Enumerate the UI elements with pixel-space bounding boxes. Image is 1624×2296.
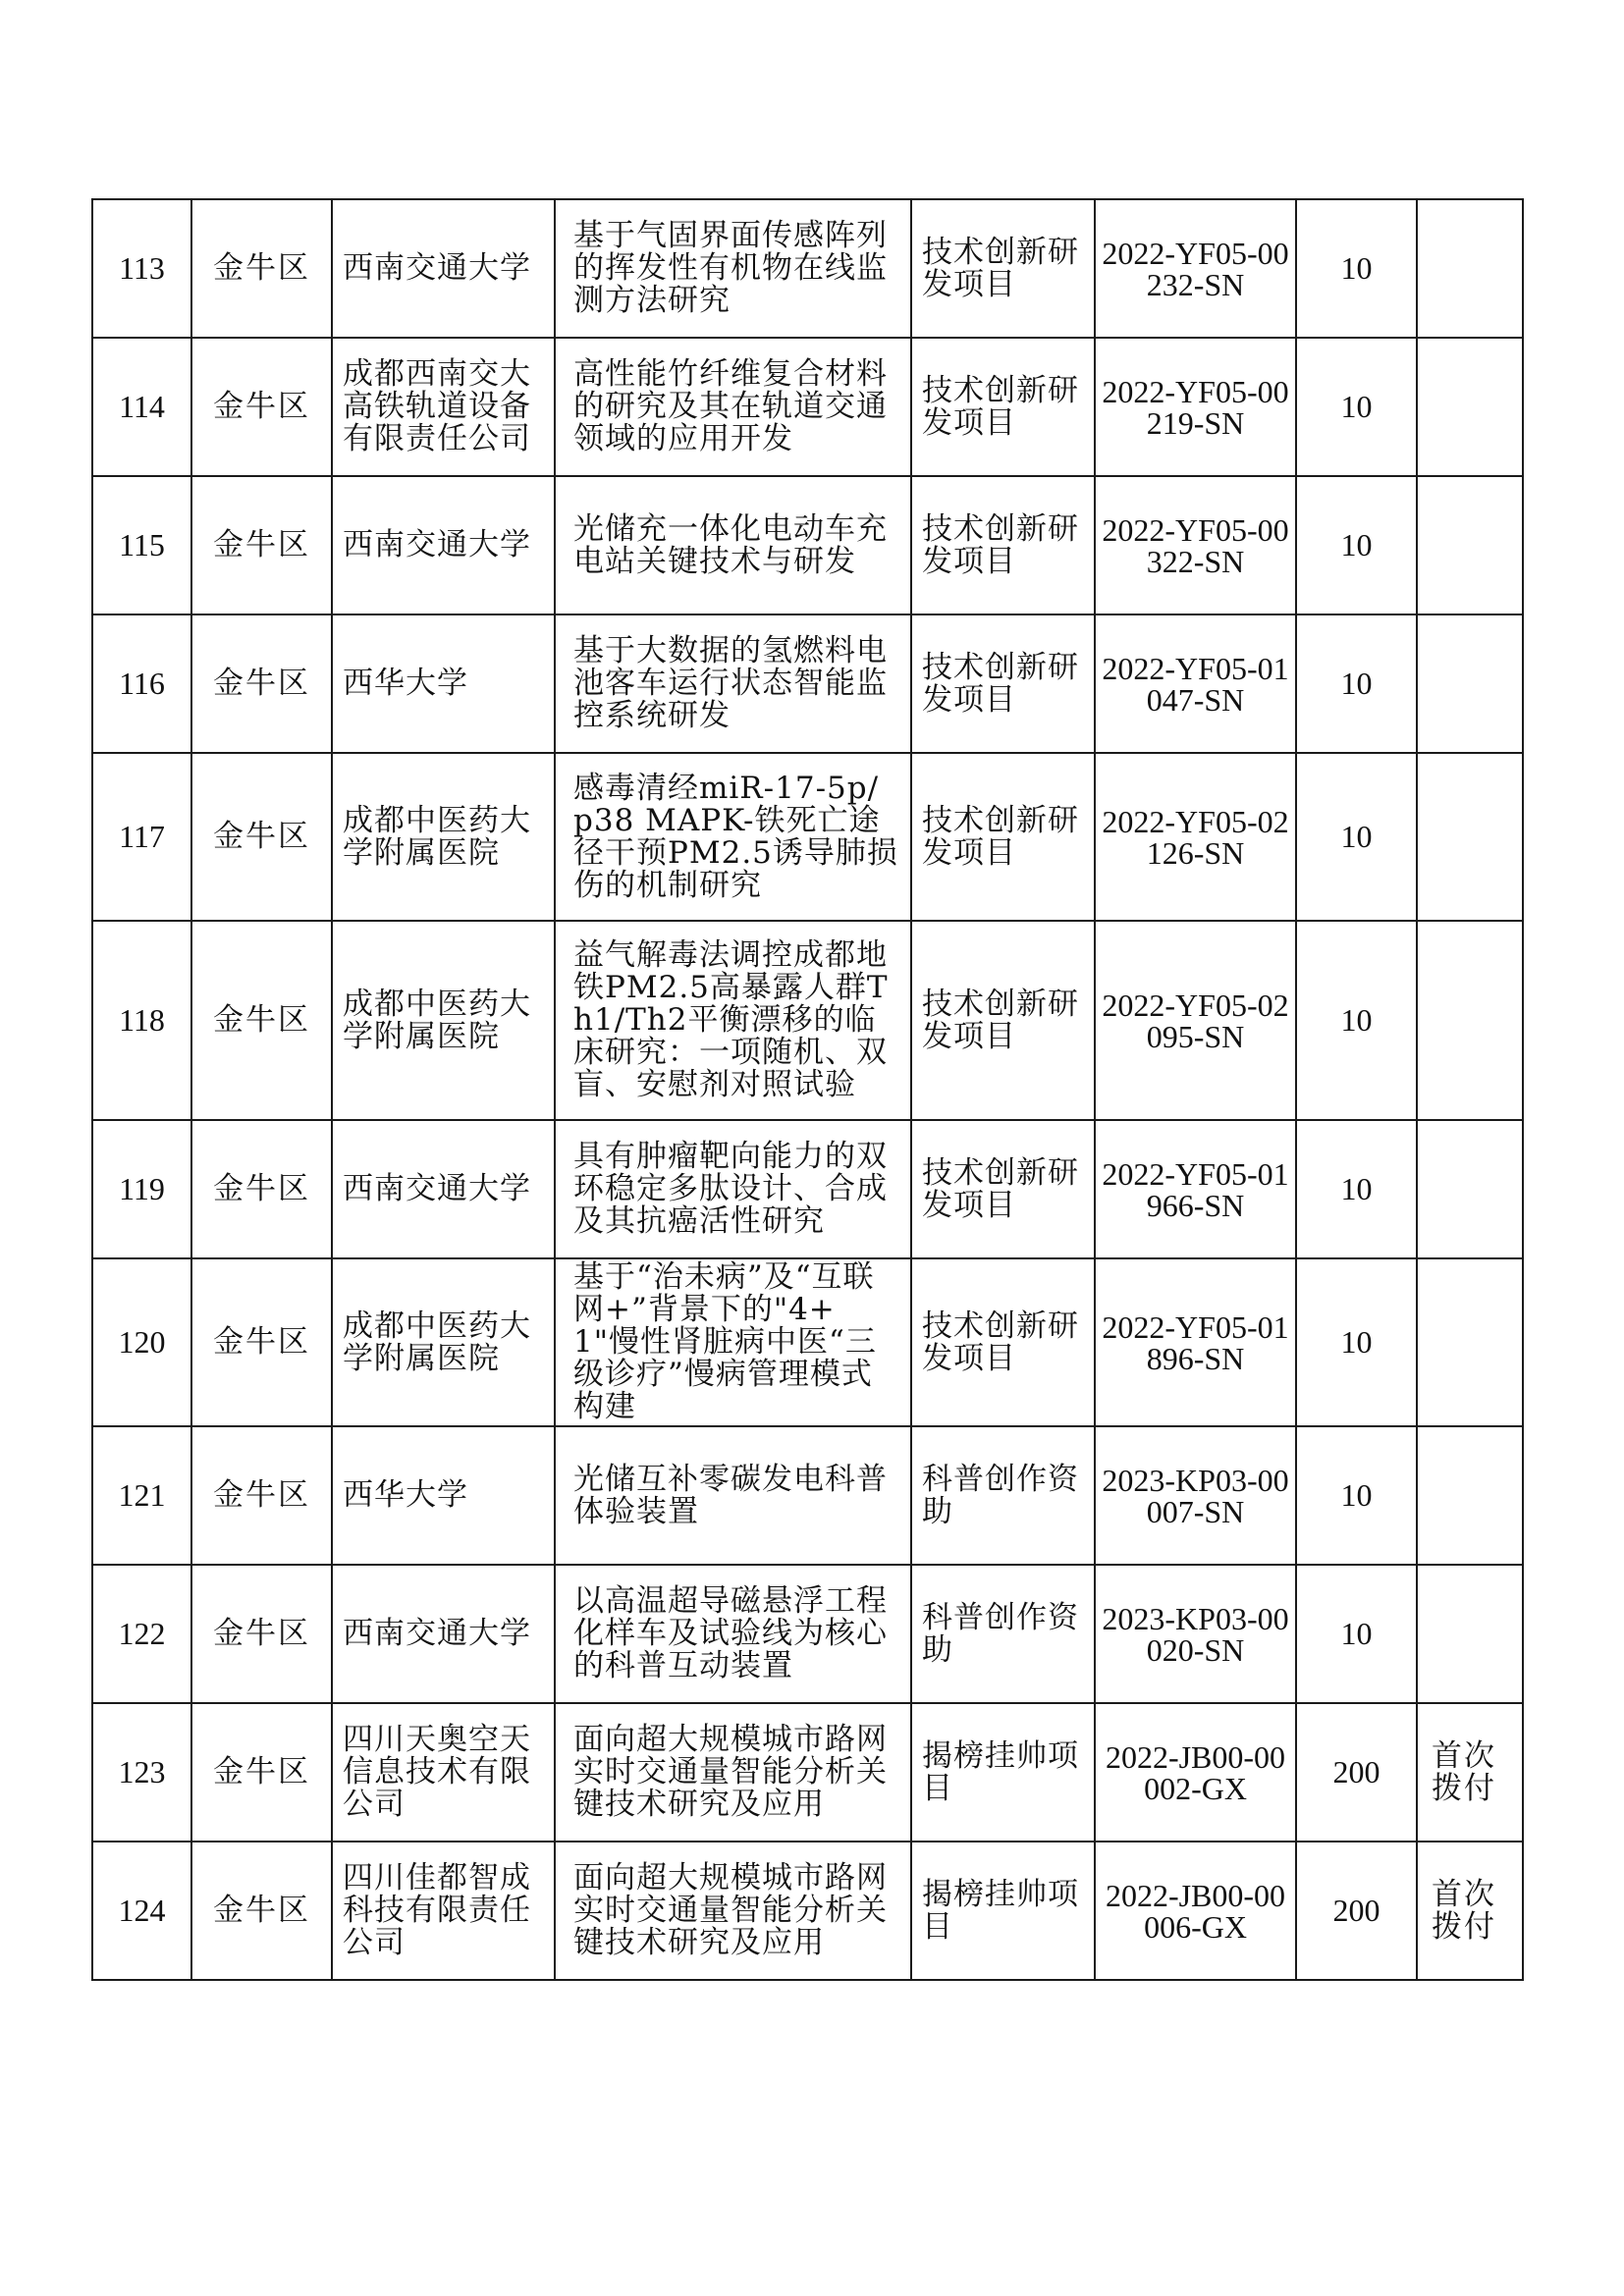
cell-organization xyxy=(332,1703,555,1842)
table-row xyxy=(92,1120,1523,1258)
organization-text: 成都西南交大高铁轨道设备有限责任公司 xyxy=(343,356,531,456)
cell-note xyxy=(1417,614,1523,753)
cell-district: 金牛区 xyxy=(191,1565,332,1703)
cell-organization xyxy=(332,1842,555,1980)
cell-amount: 10 xyxy=(1296,921,1417,1120)
cell-project-type xyxy=(911,476,1095,614)
cell-number: 117 xyxy=(92,753,191,921)
note-text: 首次拨付 xyxy=(1432,1737,1496,1806)
project-code-text: 2022-YF05-00219-SN xyxy=(1102,373,1289,441)
cell-number: 121 xyxy=(92,1426,191,1565)
organization-text: 西南交通大学 xyxy=(343,527,531,562)
cell-number: 118 xyxy=(92,921,191,1120)
cell-project-title xyxy=(555,1842,911,1980)
project-title-text: 基于大数据的氢燃料电池客车运行状态智能监控系统研发 xyxy=(573,633,888,733)
cell-note xyxy=(1417,1565,1523,1703)
cell-project-type xyxy=(911,1565,1095,1703)
cell-organization xyxy=(332,338,555,476)
note-text: 首次拨付 xyxy=(1432,1876,1496,1945)
project-code-text: 2022-YF05-01896-SN xyxy=(1102,1308,1289,1376)
cell-amount: 200 xyxy=(1296,1703,1417,1842)
project-title-text: 面向超大规模城市路网实时交通量智能分析关键技术研究及应用 xyxy=(573,1860,888,1960)
cell-number: 116 xyxy=(92,614,191,753)
cell-project-title xyxy=(555,1258,911,1426)
project-title-text: 光储充一体化电动车充电站关键技术与研发 xyxy=(573,510,888,579)
cell-number: 124 xyxy=(92,1842,191,1980)
cell-amount: 200 xyxy=(1296,1842,1417,1980)
table-row xyxy=(92,1565,1523,1703)
cell-project-title xyxy=(555,476,911,614)
project-table xyxy=(91,198,1524,1981)
cell-district: 金牛区 xyxy=(191,921,332,1120)
document-page xyxy=(91,198,1522,1981)
cell-project-type xyxy=(911,1426,1095,1565)
cell-organization xyxy=(332,199,555,338)
cell-project-title xyxy=(555,338,911,476)
organization-text: 西南交通大学 xyxy=(343,1171,531,1206)
cell-project-type xyxy=(911,921,1095,1120)
cell-note xyxy=(1417,199,1523,338)
cell-district: 金牛区 xyxy=(191,1120,332,1258)
cell-project-type xyxy=(911,614,1095,753)
cell-project-title xyxy=(555,1426,911,1565)
cell-project-type xyxy=(911,1258,1095,1426)
project-type-text: 技术创新研发项目 xyxy=(922,234,1079,302)
project-type-text: 技术创新研发项目 xyxy=(922,1308,1079,1376)
project-title-text: 基于气固界面传感阵列的挥发性有机物在线监测方法研究 xyxy=(573,218,888,318)
cell-district: 金牛区 xyxy=(191,476,332,614)
cell-project-title xyxy=(555,199,911,338)
table-row xyxy=(92,753,1523,921)
cell-number: 114 xyxy=(92,338,191,476)
cell-note xyxy=(1417,1426,1523,1565)
organization-text: 成都中医药大学附属医院 xyxy=(343,986,531,1054)
cell-project-title xyxy=(555,1703,911,1842)
project-title-text: 基于“治未病”及“互联网+”背景下的"4+1"慢性肾脏病中医“三级诊疗”慢病管理模式构建 xyxy=(573,1259,877,1424)
cell-organization xyxy=(332,1120,555,1258)
project-code-text: 2022-YF05-02126-SN xyxy=(1102,803,1289,871)
table-row xyxy=(92,338,1523,476)
project-code-text: 2023-KP03-00020-SN xyxy=(1102,1600,1289,1668)
cell-note xyxy=(1417,1120,1523,1258)
cell-project-code xyxy=(1095,1258,1296,1426)
cell-note xyxy=(1417,921,1523,1120)
cell-note xyxy=(1417,753,1523,921)
cell-project-code xyxy=(1095,1703,1296,1842)
cell-organization xyxy=(332,614,555,753)
cell-organization xyxy=(332,1565,555,1703)
project-title-text: 高性能竹纤维复合材料的研究及其在轨道交通领域的应用开发 xyxy=(573,356,888,456)
organization-text: 西华大学 xyxy=(343,1477,468,1513)
cell-district: 金牛区 xyxy=(191,1258,332,1426)
table-row xyxy=(92,1426,1523,1565)
project-type-text: 科普创作资助 xyxy=(922,1599,1079,1668)
cell-organization xyxy=(332,476,555,614)
project-code-text: 2023-KP03-00007-SN xyxy=(1102,1462,1289,1529)
cell-number: 120 xyxy=(92,1258,191,1426)
organization-text: 成都中医药大学附属医院 xyxy=(343,802,531,871)
cell-organization xyxy=(332,1426,555,1565)
project-title-text: 感毒清经miR-17-5p/p38 MAPK-铁死亡途径干预PM2.5诱导肺损伤的机制研究 xyxy=(573,770,898,903)
cell-note xyxy=(1417,476,1523,614)
project-code-text: 2022-YF05-01966-SN xyxy=(1102,1155,1289,1223)
cell-district: 金牛区 xyxy=(191,338,332,476)
cell-project-code xyxy=(1095,1120,1296,1258)
project-type-text: 技术创新研发项目 xyxy=(922,1154,1079,1223)
project-code-text: 2022-YF05-02095-SN xyxy=(1102,987,1289,1054)
cell-project-code xyxy=(1095,1565,1296,1703)
cell-project-type xyxy=(911,199,1095,338)
cell-district: 金牛区 xyxy=(191,199,332,338)
cell-amount: 10 xyxy=(1296,476,1417,614)
cell-note xyxy=(1417,1703,1523,1842)
cell-amount: 10 xyxy=(1296,199,1417,338)
project-title-text: 面向超大规模城市路网实时交通量智能分析关键技术研究及应用 xyxy=(573,1722,888,1822)
cell-organization xyxy=(332,921,555,1120)
table-row xyxy=(92,199,1523,338)
cell-note xyxy=(1417,1258,1523,1426)
table-row xyxy=(92,614,1523,753)
table-row xyxy=(92,476,1523,614)
cell-project-type xyxy=(911,338,1095,476)
organization-text: 西华大学 xyxy=(343,666,468,701)
table-row xyxy=(92,1703,1523,1842)
cell-project-title xyxy=(555,753,911,921)
project-type-text: 科普创作资助 xyxy=(922,1461,1079,1529)
cell-amount: 10 xyxy=(1296,753,1417,921)
project-code-text: 2022-JB00-00002-GX xyxy=(1105,1738,1286,1806)
project-type-text: 技术创新研发项目 xyxy=(922,802,1079,871)
table-row xyxy=(92,1258,1523,1426)
organization-text: 四川佳都智成科技有限责任公司 xyxy=(343,1860,531,1960)
cell-project-type xyxy=(911,1703,1095,1842)
organization-text: 西南交通大学 xyxy=(343,1616,531,1651)
project-type-text: 技术创新研发项目 xyxy=(922,372,1079,441)
cell-project-type xyxy=(911,753,1095,921)
cell-number: 113 xyxy=(92,199,191,338)
project-type-text: 技术创新研发项目 xyxy=(922,649,1079,718)
cell-project-code xyxy=(1095,614,1296,753)
cell-district: 金牛区 xyxy=(191,753,332,921)
cell-note xyxy=(1417,338,1523,476)
cell-project-code xyxy=(1095,476,1296,614)
cell-project-code xyxy=(1095,1842,1296,1980)
cell-project-type xyxy=(911,1842,1095,1980)
project-type-text: 技术创新研发项目 xyxy=(922,986,1079,1054)
cell-project-code xyxy=(1095,199,1296,338)
project-title-text: 光储互补零碳发电科普体验装置 xyxy=(573,1461,888,1529)
cell-project-code xyxy=(1095,753,1296,921)
cell-amount: 10 xyxy=(1296,1258,1417,1426)
cell-project-title xyxy=(555,1120,911,1258)
cell-amount: 10 xyxy=(1296,1120,1417,1258)
project-code-text: 2022-YF05-00232-SN xyxy=(1102,235,1289,302)
cell-organization xyxy=(332,753,555,921)
cell-number: 115 xyxy=(92,476,191,614)
project-code-text: 2022-JB00-00006-GX xyxy=(1105,1877,1286,1945)
cell-project-title xyxy=(555,614,911,753)
project-code-text: 2022-YF05-00322-SN xyxy=(1102,511,1289,579)
table-row xyxy=(92,1842,1523,1980)
cell-project-code xyxy=(1095,338,1296,476)
organization-text: 四川天奥空天信息技术有限公司 xyxy=(343,1722,531,1822)
cell-project-title xyxy=(555,1565,911,1703)
cell-organization xyxy=(332,1258,555,1426)
cell-amount: 10 xyxy=(1296,614,1417,753)
cell-project-code xyxy=(1095,921,1296,1120)
cell-note xyxy=(1417,1842,1523,1980)
cell-district: 金牛区 xyxy=(191,1842,332,1980)
organization-text: 西南交通大学 xyxy=(343,250,531,286)
cell-project-code xyxy=(1095,1426,1296,1565)
cell-amount: 10 xyxy=(1296,338,1417,476)
project-code-text: 2022-YF05-01047-SN xyxy=(1102,650,1289,718)
cell-district: 金牛区 xyxy=(191,1426,332,1565)
cell-amount: 10 xyxy=(1296,1565,1417,1703)
project-title-text: 具有肿瘤靶向能力的双环稳定多肽设计、合成及其抗癌活性研究 xyxy=(573,1139,888,1239)
project-type-text: 技术创新研发项目 xyxy=(922,510,1079,579)
table-body xyxy=(92,199,1523,1980)
project-type-text: 揭榜挂帅项目 xyxy=(922,1876,1079,1945)
cell-number: 119 xyxy=(92,1120,191,1258)
project-title-text: 益气解毒法调控成都地铁PM2.5高暴露人群Th1/Th2平衡漂移的临床研究：一项随机、双盲、安慰剂对照试验 xyxy=(573,937,889,1102)
cell-number: 123 xyxy=(92,1703,191,1842)
cell-district: 金牛区 xyxy=(191,1703,332,1842)
project-type-text: 揭榜挂帅项目 xyxy=(922,1737,1079,1806)
cell-amount: 10 xyxy=(1296,1426,1417,1565)
cell-district: 金牛区 xyxy=(191,614,332,753)
table-row xyxy=(92,921,1523,1120)
cell-number: 122 xyxy=(92,1565,191,1703)
organization-text: 成都中医药大学附属医院 xyxy=(343,1308,531,1376)
cell-project-title xyxy=(555,921,911,1120)
cell-project-type xyxy=(911,1120,1095,1258)
project-title-text: 以高温超导磁悬浮工程化样车及试验线为核心的科普互动装置 xyxy=(573,1583,888,1683)
